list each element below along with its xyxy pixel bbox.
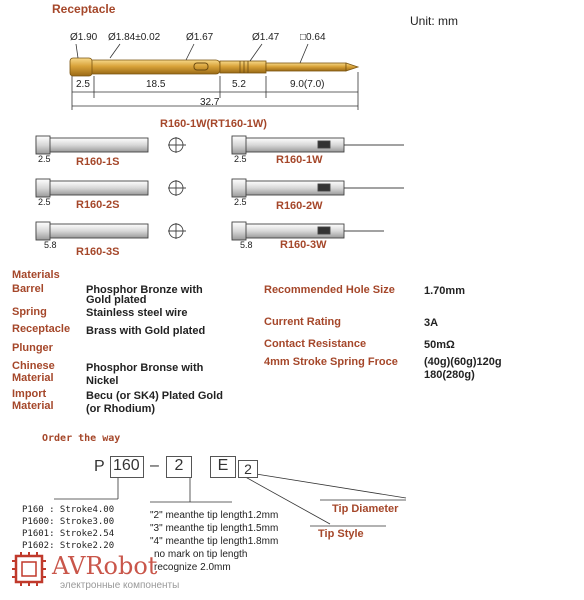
- diameter-label: Ø1.47: [252, 32, 280, 43]
- length-label: 2.5: [76, 79, 90, 90]
- material-label: Import Material: [12, 388, 54, 412]
- watermark-brand: AVRobot: [52, 552, 158, 580]
- avrobot-logo-icon: [12, 552, 46, 586]
- variant-label: R160-3W: [280, 239, 327, 251]
- material-value: Becu (or SK4) Plated Gold (or Rhodium): [86, 390, 223, 415]
- spec-value: (40g)(60g)120g 180(280g): [424, 356, 502, 381]
- variant-dim: 5.8: [240, 240, 253, 250]
- variant-label: R160-2W: [276, 200, 323, 212]
- variant-dim: 2.5: [38, 154, 51, 164]
- length-label: 5.2: [232, 79, 246, 90]
- variant-label: R160-3S: [76, 246, 120, 258]
- material-value: Phosphor Bronse with Nickel: [86, 362, 204, 387]
- material-value: Brass with Gold plated: [86, 325, 206, 337]
- variant-label: R160-2S: [76, 199, 120, 211]
- tip-diameter-label: Tip Diameter: [332, 503, 399, 515]
- diameter-label: Ø1.84±0.02: [108, 32, 161, 43]
- meaning-item: "3" meanthe tip length1.5mm: [150, 523, 279, 534]
- page-title: Receptacle: [52, 2, 116, 16]
- unit-label: Unit: mm: [410, 14, 458, 28]
- stroke-item: P1602: Stroke2.20: [22, 541, 115, 551]
- spec-value: 50mΩ: [424, 339, 455, 351]
- material-label: Chinese Material: [12, 360, 55, 384]
- stroke-item: P160 : Stroke4.00: [22, 505, 115, 515]
- receptacle-pin: [70, 58, 358, 76]
- tip-style-label: Tip Style: [318, 528, 364, 540]
- length-box: 2: [166, 456, 192, 478]
- total-length-label: 32.7: [200, 97, 220, 108]
- order-heading: Order the way: [42, 433, 121, 444]
- tip-size-box: 2: [238, 460, 258, 478]
- stroke-item: P1601: Stroke2.54: [22, 529, 115, 539]
- variant-dim: 2.5: [38, 197, 51, 207]
- series-box: 160: [110, 456, 144, 478]
- materials-heading: Materials: [12, 269, 60, 281]
- variant-dim: 2.5: [234, 197, 247, 207]
- variant-label: R160-1S: [76, 156, 120, 168]
- stroke-item: P1600: Stroke3.00: [22, 517, 115, 527]
- variant-dim: 2.5: [234, 154, 247, 164]
- spec-value: 3A: [424, 317, 439, 329]
- spec-label: Contact Resistance: [264, 338, 367, 350]
- spec-value: 1.70mm: [424, 285, 465, 297]
- spec-label: Recommended Hole Size: [264, 284, 395, 296]
- no-mark-note: no mark on tip length recognize 2.0mm: [154, 549, 248, 573]
- spec-label: Current Rating: [264, 316, 341, 328]
- meaning-item: "4" meanthe tip length1.8mm: [150, 536, 279, 547]
- watermark-sub: электронные компоненты: [60, 580, 180, 591]
- diameter-label: Ø1.67: [186, 32, 214, 43]
- material-value: Stainless steel wire: [86, 307, 188, 319]
- diameter-label: Ø1.90: [70, 32, 98, 43]
- material-label: Receptacle: [12, 323, 71, 335]
- tip-letter-box: E: [210, 456, 236, 478]
- variant-label: R160-1W: [276, 154, 323, 166]
- length-label: 9.0(7.0): [290, 79, 325, 90]
- order-dash: –: [150, 457, 159, 474]
- variant-drawings: [36, 136, 404, 240]
- material-label: Barrel: [12, 283, 44, 295]
- main-part-number: R160-1W(RT160-1W): [160, 118, 267, 130]
- variant-dim: 5.8: [44, 240, 57, 250]
- material-label: Plunger: [12, 342, 53, 354]
- length-label: 18.5: [146, 79, 166, 90]
- diameter-label: □0.64: [300, 32, 326, 43]
- order-prefix: P: [94, 458, 105, 475]
- meaning-item: "2" meanthe tip length1.2mm: [150, 510, 279, 521]
- material-label: Spring: [12, 306, 47, 318]
- spec-label: 4mm Stroke Spring Froce: [264, 356, 398, 368]
- material-value: Phosphor Bronze with Gold plated: [86, 284, 203, 306]
